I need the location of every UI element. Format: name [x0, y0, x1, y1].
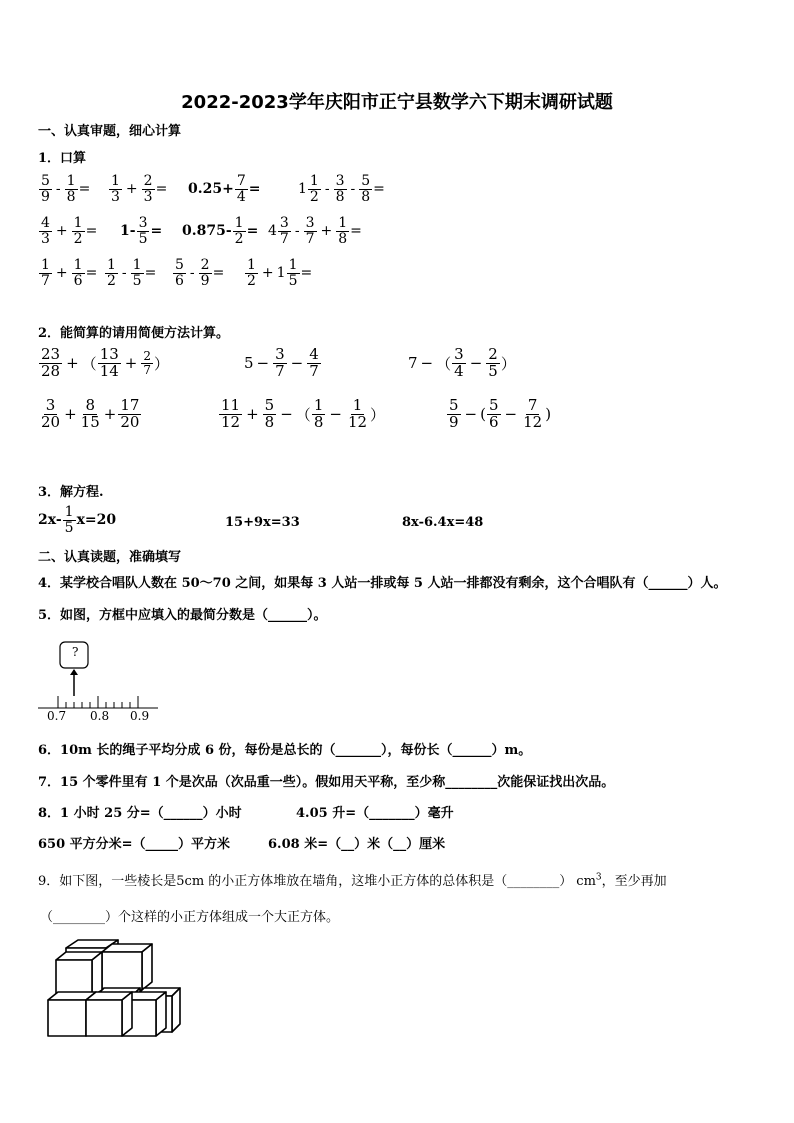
- fraction: $\frac{2}{3}$: [143, 173, 153, 205]
- fraction: $\frac{7}{4}$: [236, 173, 246, 205]
- fraction: $\frac{1}{2}$: [309, 173, 319, 205]
- fraction: $\frac{3}{7}$: [279, 215, 289, 247]
- equation-2: 15+9x=33: [225, 515, 300, 530]
- fraction: $\frac{1}{7}$: [41, 257, 50, 289]
- cube: [86, 992, 132, 1036]
- fraction: $\frac{2}{9}$: [200, 257, 210, 289]
- simplify-expr-1: $\frac{23}{28}$ + （ $\frac{13}{14}$ + $\frac{2}{7}$ ）: [41, 345, 170, 380]
- equation-3: 8x-6.4x=48: [402, 515, 484, 530]
- question-6: 6．10m 长的绳子平均分成 6 份，每份是总长的（_______），每份长（______）m。: [38, 743, 532, 758]
- fraction: $\frac{1}{8}$: [313, 396, 324, 431]
- question-8-line-2a: 650 平方分米=（_____）平方米: [38, 837, 231, 852]
- fraction: $\frac{3}{4}$: [454, 345, 464, 380]
- simplify-expr-4: $\frac{3}{20}$ + $\frac{8}{15}$ + $\frac{17}{20}$: [41, 396, 140, 431]
- fraction: $\frac{3}{20}$: [41, 396, 61, 431]
- fraction: $\frac{1}{2}$: [107, 257, 116, 289]
- question-7: 7．15 个零件里有 1 个是次品（次品重一些）。假如用天平称，至少称________次能保证找出次品。: [38, 775, 615, 790]
- cube: [56, 952, 102, 996]
- fraction: $\frac{1}{5}$: [288, 257, 298, 289]
- fraction: $\frac{1}{8}$: [66, 173, 76, 205]
- equation-1: 2x- $\frac{1}{5}$ x=20: [38, 504, 117, 536]
- fraction: $\frac{1}{12}$: [347, 396, 368, 431]
- fraction: $\frac{13}{14}$: [99, 345, 119, 380]
- oral-calc-2: $\frac{1}{3}$ + $\frac{2}{3}$ =: [111, 173, 168, 205]
- oral-calc-3: 0.25+ $\frac{7}{4}$ =: [188, 173, 261, 205]
- tick-label-0-8: 0.8: [90, 709, 110, 723]
- question-1-heading: 1．口算: [38, 151, 87, 166]
- oral-calc-12: $\frac{1}{2}$ + 1 $\frac{1}{5}$ =: [247, 257, 313, 289]
- question-5: 5．如图，方框中应填入的最简分数是（______）。: [38, 608, 327, 623]
- arrow-head: [70, 669, 78, 675]
- fraction: $\frac{4}{7}$: [309, 345, 319, 380]
- oral-calc-1: $\frac{5}{9}$ - $\frac{1}{8}$ =: [41, 173, 91, 205]
- fraction: $\frac{1}{6}$: [73, 257, 83, 289]
- fraction: $\frac{8}{15}$: [80, 396, 100, 431]
- fraction: $\frac{1}{8}$: [338, 215, 348, 247]
- fraction: $\frac{4}{3}$: [41, 215, 50, 247]
- fraction: $\frac{1}{2}$: [247, 257, 256, 289]
- oral-calc-5: $\frac{4}{3}$ + $\frac{1}{2}$ =: [41, 215, 98, 247]
- fraction: $\frac{5}{6}$: [488, 396, 499, 431]
- oral-calc-11: $\frac{5}{6}$ - $\frac{2}{9}$ =: [175, 257, 225, 289]
- cube-stack-figure: [44, 938, 184, 1040]
- ticks: [58, 696, 138, 708]
- cube: [102, 944, 152, 990]
- fraction: $\frac{2}{7}$: [143, 349, 151, 377]
- question-3-heading: 3．解方程.: [38, 485, 104, 500]
- question-8-line-2b: 6.08 米=（__）米（__）厘米: [268, 837, 446, 852]
- fraction: $\frac{1}{5}$: [132, 257, 142, 289]
- fraction: $\frac{3}{7}$: [305, 215, 315, 247]
- page-title: 2022-2023学年庆阳市正宁县数学六下期末调研试题: [181, 92, 613, 113]
- oral-calc-10: $\frac{1}{2}$ - $\frac{1}{5}$ =: [107, 257, 157, 289]
- fraction: $\frac{17}{20}$: [120, 396, 140, 431]
- fraction: $\frac{7}{12}$: [523, 396, 543, 431]
- tick-label-0-7: 0.7: [47, 709, 67, 723]
- section-heading-2: 二、认真读题，准确填写: [38, 550, 182, 565]
- oral-calc-4: 1 $\frac{1}{2}$ - $\frac{3}{8}$ - $\frac{5}{8}$ =: [298, 173, 385, 205]
- tick-label-0-9: 0.9: [130, 709, 150, 723]
- question-9-line-1: 9．如下图，一些棱长是5cm 的小正方体堆放在墙角，这堆小正方体的总体积是（________） $cm^3$，至少再加: [38, 872, 667, 889]
- fraction: $\frac{3}{7}$: [275, 345, 285, 380]
- fraction: $\frac{1}{2}$: [234, 215, 244, 247]
- fraction: $\frac{3}{5}$: [138, 215, 148, 247]
- question-8-line-1b: 4.05 升=（_______）毫升: [296, 806, 454, 821]
- box-question-mark: ?: [72, 645, 79, 659]
- fraction: $\frac{5}{6}$: [175, 257, 184, 289]
- section-heading-1: 一、认真审题，细心计算: [38, 124, 182, 139]
- simplify-expr-6: $\frac{5}{9}$ − ( $\frac{5}{6}$ − $\frac{7}{12}$ ): [449, 396, 552, 431]
- fraction: $\frac{1}{2}$: [73, 215, 83, 247]
- question-2-heading: 2．能简算的请用简便方法计算。: [38, 326, 230, 341]
- fraction: $\frac{5}{9}$: [449, 396, 459, 431]
- fraction: $\frac{11}{12}$: [221, 396, 241, 431]
- simplify-expr-2: 5 − $\frac{3}{7}$ − $\frac{4}{7}$: [244, 345, 319, 380]
- fraction: $\frac{5}{8}$: [361, 173, 371, 205]
- oral-calc-6: 1- $\frac{3}{5}$ =: [120, 215, 163, 247]
- oral-calc-7: 0.875- $\frac{1}{2}$ =: [182, 215, 259, 247]
- fraction: $\frac{23}{28}$: [41, 345, 61, 380]
- fraction: $\frac{5}{8}$: [264, 396, 275, 431]
- oral-calc-9: $\frac{1}{7}$ + $\frac{1}{6}$ =: [41, 257, 98, 289]
- fraction: $\frac{2}{5}$: [488, 345, 498, 380]
- question-8-line-1a: 8．1 小时 25 分=（______）小时: [38, 806, 242, 821]
- simplify-expr-5: $\frac{11}{12}$ + $\frac{5}{8}$ − （ $\frac{1}{8}$ − $\frac{1}{12}$ ）: [221, 396, 386, 431]
- fraction: $\frac{5}{9}$: [41, 173, 50, 205]
- fraction: $\frac{1}{5}$: [64, 504, 74, 536]
- fraction: $\frac{3}{8}$: [335, 173, 345, 205]
- question-4: 4．某学校合唱队人数在 50～70 之间，如果每 3 人站一排或每 5 人站一排都没有剩余，这个合唱队有（______）人。: [38, 576, 727, 591]
- simplify-expr-3: 7 − （ $\frac{3}{4}$ − $\frac{2}{5}$ ）: [408, 345, 516, 380]
- fraction: $\frac{1}{3}$: [111, 173, 120, 205]
- oral-calc-8: 4 $\frac{3}{7}$ - $\frac{3}{7}$ + $\frac{1}{8}$ =: [268, 215, 362, 247]
- question-9-line-2: （________）个这样的小正方体组成一个大正方体。: [40, 910, 340, 925]
